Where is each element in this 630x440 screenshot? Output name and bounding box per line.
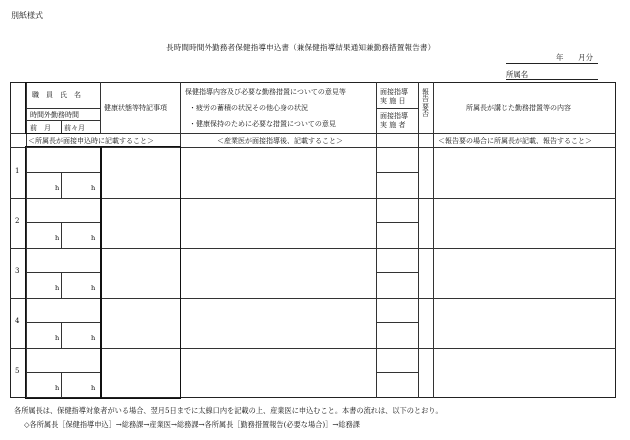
row-number: 5: [15, 367, 20, 375]
hours-unit: h: [91, 184, 96, 192]
hours-unit: h: [91, 384, 96, 392]
hours-unit: h: [55, 334, 60, 342]
header-two-months-prior: 前々月: [64, 124, 85, 132]
row-number: 3: [15, 267, 20, 275]
row-number: 2: [15, 217, 20, 225]
header-health-notes: 健康状態等特記事項: [104, 104, 167, 112]
footer-note: 各所属長は、保健指導対象者がいる場合、翌月5日までに太線口内を記載の上、産業医に申込むこと。本書の流れは、以下のとおり。: [14, 406, 443, 415]
header-report-required: 報告要否: [422, 88, 429, 119]
year-month-field: 年 月分: [556, 53, 593, 62]
header-interview-date-line2: 実 施 日: [380, 97, 406, 105]
department-label: 所属名: [506, 70, 529, 79]
form-label: 別紙様式: [11, 11, 43, 20]
header-previous-month: 前 月: [30, 124, 51, 132]
year-month-underline: [506, 63, 598, 64]
header-opinion-title: 保健指導内容及び必要な勤務措置についての意見等: [185, 88, 346, 96]
hours-unit: h: [55, 234, 60, 242]
instruction-doctor-record: ＜産業医が面接指導後、記載すること＞: [217, 137, 343, 145]
thick-box-body-left: [25, 146, 181, 399]
header-opinion-item-2: ・健康保持のために必要な措置についての意見: [189, 120, 336, 128]
header-interview-date-line1: 面接指導: [380, 88, 408, 96]
department-underline: [506, 79, 598, 80]
header-employee-name: 職 員 氏 名: [32, 91, 81, 99]
footer-flow: ◇各所属長［保健指導申込］→総務課→産業医→総務課→各所属長［勤務措置報告(必要な場合)］→総務課: [24, 420, 360, 429]
hours-unit: h: [55, 384, 60, 392]
hours-unit: h: [55, 184, 60, 192]
hours-unit: h: [55, 284, 60, 292]
header-measures: 所属長が講じた勤務措置等の内容: [466, 104, 571, 112]
row-number: 4: [15, 317, 20, 325]
instruction-manager-report: ＜報告要の場合に所属長が記載、報告すること＞: [438, 137, 592, 145]
instruction-manager-apply: ＜所属長が面接申込時に記載すること＞: [28, 137, 154, 145]
header-interviewer-line1: 面接指導: [380, 112, 408, 120]
header-overtime-hours: 時間外勤務時間: [30, 111, 79, 119]
hours-unit: h: [91, 234, 96, 242]
hours-unit: h: [91, 334, 96, 342]
header-opinion-item-1: ・疲労の蓄積の状況その他心身の状況: [189, 104, 308, 112]
form-title: 長時間時間外勤務者保健指導申込書（兼保健指導結果通知兼勤務措置報告書）: [166, 43, 436, 52]
row-number: 1: [15, 167, 20, 175]
header-interviewer-line2: 実 施 者: [380, 121, 406, 129]
hours-unit: h: [91, 284, 96, 292]
